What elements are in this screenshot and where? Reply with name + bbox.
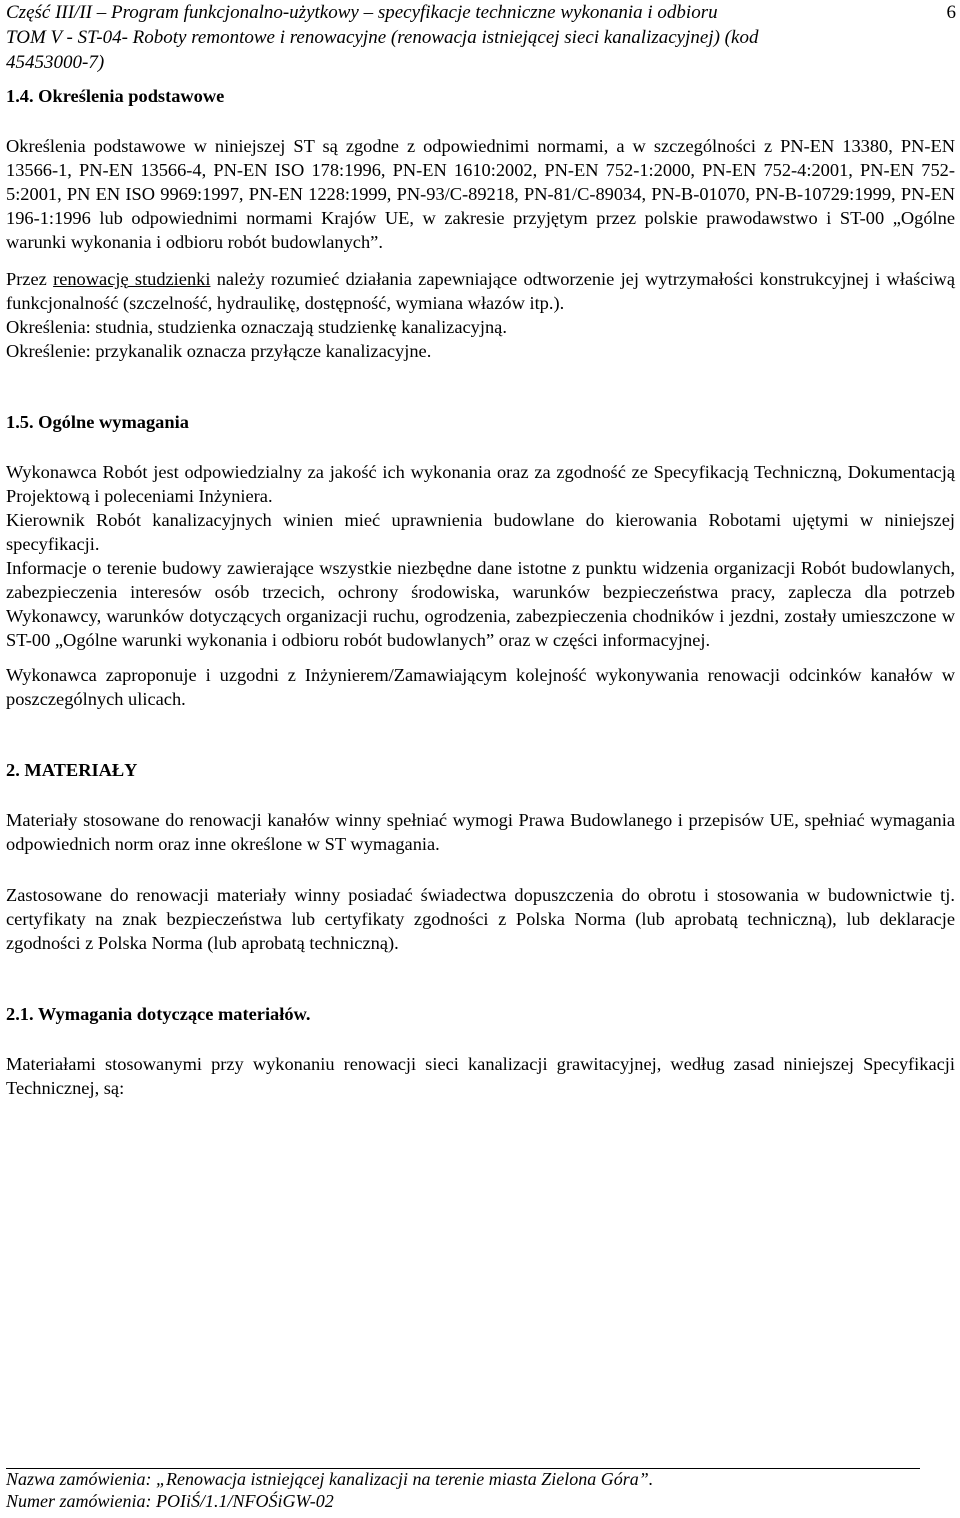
header-title-line2: TOM V - ST-04- Roboty remontowe i renowacyjne (renowacja istniejącej sieci kanalizacyjnej) (kod [6,27,759,48]
paragraph [6,267,955,315]
footer-order-name: Nazwa zamówienia: „Renowacja istniejącej kanalizacji na terenie miasta Zielona Góra”. [6,1469,654,1489]
paragraph: Informacje o terenie budowy zawierające wszystkie niezbędne dane istotne z punktu widzenia organizacji Robót budowlanych, zabezpieczenia interesów osób trzecich, ochrony środowiska, warunków bezpieczeństwa pracy, zaplecza dla potrzeb Wykonawcy, warunków dotyczących organizacji ruchu, ogrodzenia, zabezpieczenia chodników i jezdni, zostały umieszczone w ST-00 „Ogólne warunki wykonania i odbioru robót budowlanych” oraz w części informacyjnej. [6,558,955,650]
paragraph: Określenie: przykanalik oznacza przyłącze kanalizacyjne. [6,341,432,361]
paragraph: Określenia podstawowe w niniejszej ST są zgodne z odpowiednimi normami, a w szczególności z PN-EN 13380, PN-EN 13566-1, PN-EN 13566-4, PN-EN ISO 178:1996, PN-EN 1610:2002, PN-EN 752-1:2000, PN-EN 752-4:2001, PN-EN 752-5:2001, PN EN ISO 9969:1997, PN-EN 1228:1999, PN-93/C-89218, PN-81/C-89034, PN-B-01070, PN-B-10729:1999, PN-EN 196-1:1996 lub odpowiednimi normami Krajów UE, w zakresie przyjętym przez polskie prawodawstwo i ST-00 „Ogólne warunki wykonania i odbioru robót budowlanych”. [6,136,955,252]
text-run: należy rozumieć działania zapewniające odtworzenie jej wytrzymałości konstrukcyjnej i właściwą funkcjonalność (szczelność, hydraulikę, dostępność, wymiana włazów itp.). [6,269,955,313]
page-header [6,0,956,75]
header-title-line1: Część III/II – Program funkcjonalno-użytkowy – specyfikacje techniczne wykonania i odbioru [6,2,718,23]
paragraph: Wykonawca zaproponuje i uzgodni z Inżynierem/Zamawiającym kolejność wykonywania renowacji odcinków kanałów w poszczególnych ulicach. [6,665,955,709]
section-1-5-heading: 1.5. Ogólne wymagania [6,412,189,432]
footer-order-number: Numer zamówienia: POIiŚ/1.1/NFOŚiGW-02 [6,1491,334,1511]
page-footer [6,1468,955,1512]
header-title-line3: 45453000-7) [6,52,105,73]
section-2-heading: 2. MATERIAŁY [6,760,138,780]
paragraph: Materiały stosowane do renowacji kanałów winny spełniać wymogi Prawa Budowlanego i przepisów UE, spełniać wymagania odpowiednich norm oraz inne określone w ST wymagania. [6,810,955,854]
paragraph: Kierownik Robót kanalizacyjnych winien mieć uprawnienia budowlane do kierowania Robotami ujętymi w niniejszej specyfikacji. [6,510,955,554]
section-1-4-heading: 1.4. Określenia podstawowe [6,86,225,106]
paragraph: Zastosowane do renowacji materiały winny posiadać świadectwa dopuszczenia do obrotu i stosowania w budownictwie tj. certyfikaty na znak bezpieczeństwa lub certyfikaty zgodności z Polska Norma (lub aprobatą techniczną), lub deklaracje zgodności z Polska Norma (lub aprobatą techniczną). [6,885,955,953]
section-2-1-heading: 2.1. Wymagania dotyczące materiałów. [6,1004,311,1024]
text-run: Przez [6,269,54,289]
underlined-term: renowację studzienki [53,269,211,289]
page-number: 6 [946,2,956,23]
paragraph: Określenia: studnia, studzienka oznaczają studzienkę kanalizacyjną. [6,317,507,337]
paragraph: Materiałami stosowanymi przy wykonaniu renowacji sieci kanalizacji grawitacyjnej, według zasad niniejszej Specyfikacji Technicznej, są: [6,1054,955,1098]
paragraph: Wykonawca Robót jest odpowiedzialny za jakość ich wykonania oraz za zgodność ze Specyfikacją Techniczną, Dokumentacją Projektową i poleceniami Inżyniera. [6,462,955,506]
document-body [6,84,955,1100]
